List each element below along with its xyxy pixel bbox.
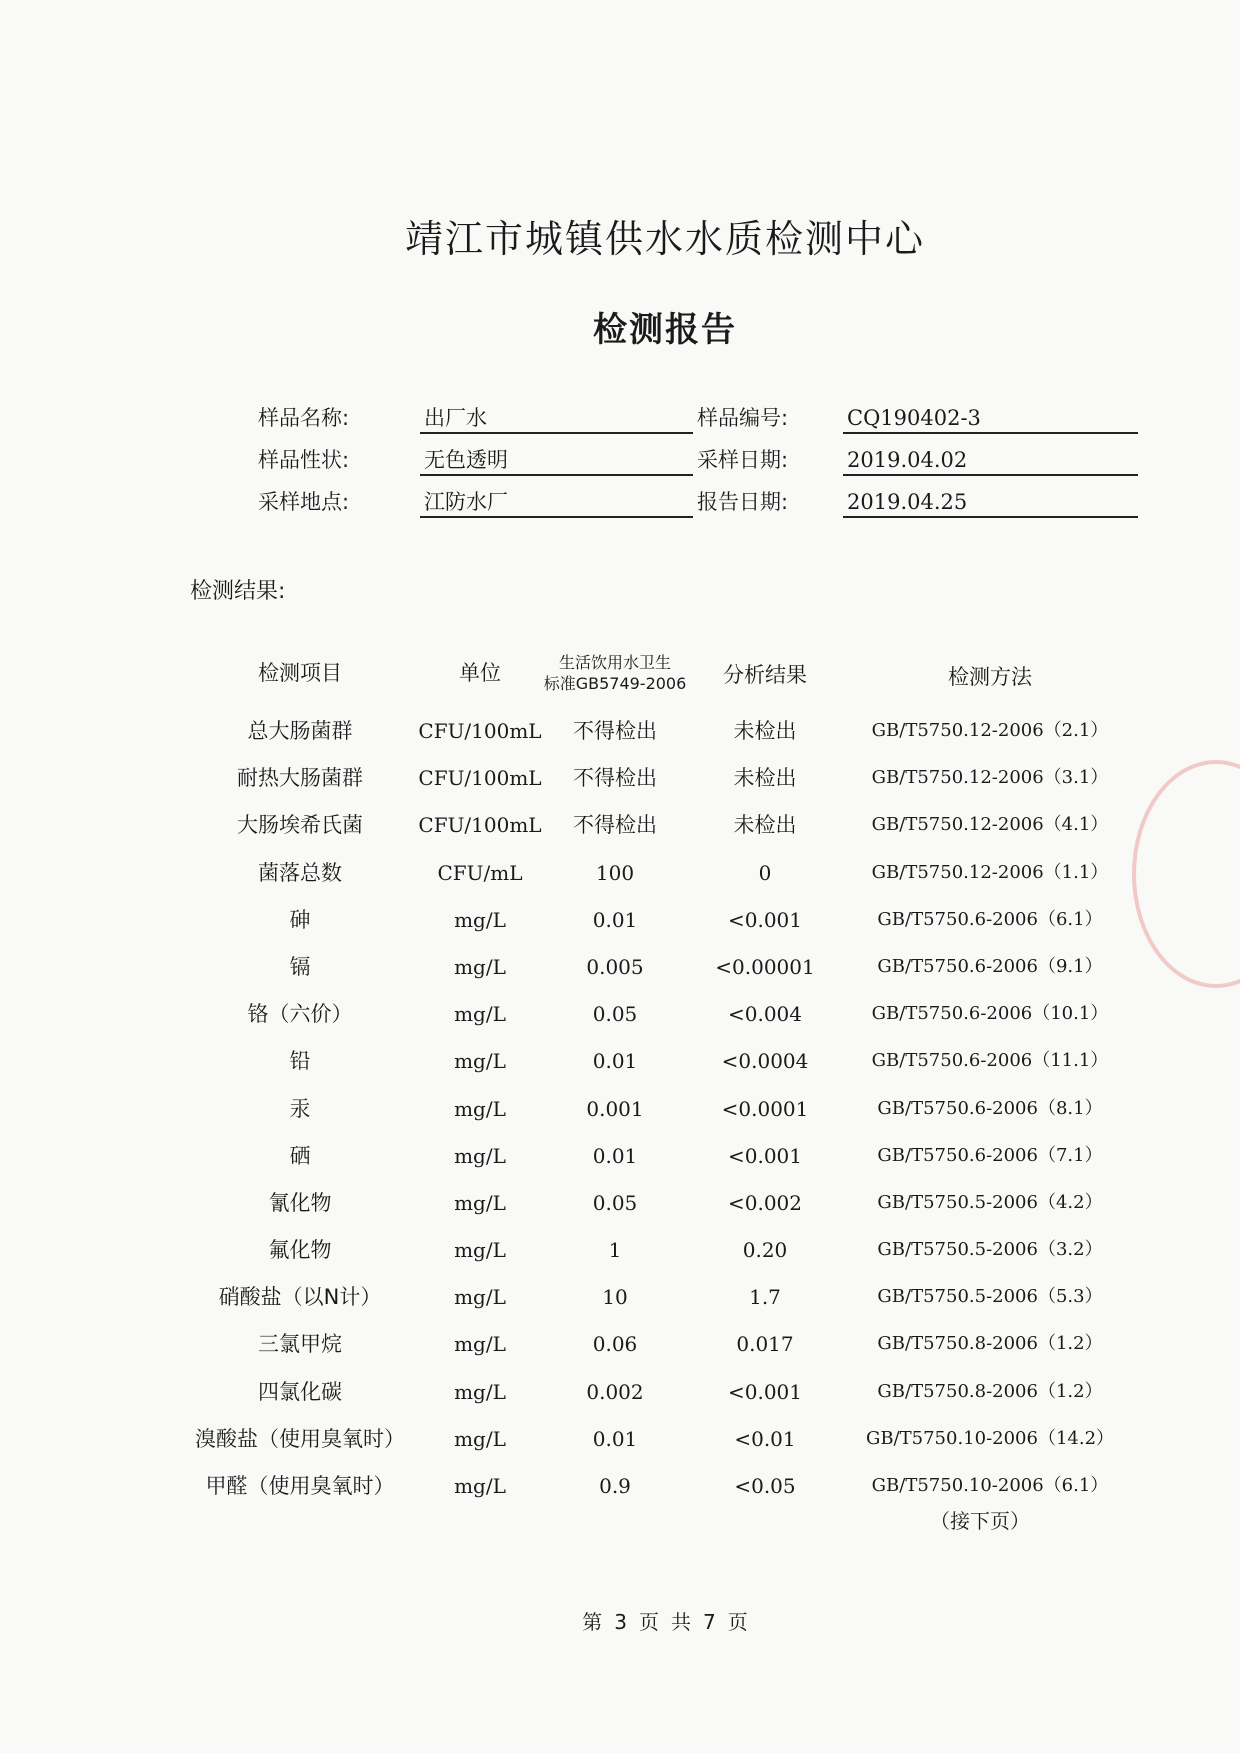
cell-standard: 0.01	[592, 907, 638, 932]
cell-method: GB/T5750.6-2006（10.1）	[871, 1003, 1109, 1025]
cell-unit: mg/L	[454, 907, 506, 932]
cell-unit: mg/L	[454, 1049, 506, 1074]
sample-id-label: 样品编号:	[697, 406, 789, 430]
cell-method: GB/T5750.6-2006（7.1）	[877, 1144, 1103, 1166]
table-row	[0, 999, 1240, 1046]
cell-standard: 0.01	[592, 1426, 638, 1451]
cell-method: GB/T5750.6-2006（9.1）	[877, 955, 1103, 977]
cell-result: <0.0004	[721, 1049, 809, 1074]
report-date-label: 报告日期:	[697, 490, 789, 514]
cell-method: GB/T5750.8-2006（1.2）	[877, 1380, 1103, 1402]
table-row	[0, 1377, 1240, 1424]
cell-result: 未检出	[733, 719, 797, 743]
table-row	[0, 1329, 1240, 1376]
cell-unit: mg/L	[454, 954, 506, 979]
col-standard-header-line2: 标准GB5749-2006	[543, 674, 687, 693]
cell-unit: mg/L	[454, 1426, 506, 1451]
cell-unit: mg/L	[454, 1379, 506, 1404]
cell-standard: 0.002	[586, 1379, 644, 1404]
cell-result: 0	[758, 860, 772, 885]
cell-item: 总大肠菌群	[247, 719, 353, 743]
cell-result: <0.00001	[715, 954, 815, 979]
sample-property-label: 样品性状:	[258, 448, 350, 472]
cell-standard: 0.005	[586, 954, 644, 979]
cell-standard: 不得检出	[573, 719, 657, 743]
footer-ye: 页	[639, 1610, 659, 1634]
table-row	[0, 763, 1240, 810]
cell-standard: 不得检出	[573, 766, 657, 791]
cell-item: 溴酸盐（使用臭氧时）	[195, 1426, 405, 1451]
table-row	[0, 810, 1240, 857]
col-standard-header	[535, 652, 695, 694]
cell-method: GB/T5750.8-2006（1.2）	[877, 1333, 1103, 1355]
table-row	[0, 858, 1240, 905]
cell-result: 1.7	[749, 1285, 781, 1310]
sampling-location-label: 采样地点:	[258, 490, 350, 514]
results-table	[0, 650, 1240, 1518]
cell-method: GB/T5750.10-2006（6.1）	[871, 1475, 1109, 1496]
cell-unit: mg/L	[454, 1285, 506, 1310]
info-row-property	[0, 444, 1240, 478]
cell-result: <0.004	[727, 1002, 802, 1027]
cell-unit: mg/L	[454, 1002, 506, 1027]
cell-method: GB/T5750.12-2006（2.1）	[871, 720, 1109, 741]
info-row-name	[0, 402, 1240, 436]
cell-result: 0.20	[742, 1238, 788, 1263]
cell-result: <0.0001	[721, 1096, 809, 1121]
cell-standard: 0.01	[592, 1143, 638, 1168]
col-method-header: 检测方法	[948, 665, 1032, 689]
cell-result: <0.001	[727, 907, 802, 932]
sampling-date-label: 采样日期:	[697, 448, 789, 472]
cell-standard: 不得检出	[573, 813, 657, 838]
cell-unit: mg/L	[454, 1474, 506, 1498]
cell-item: 耐热大肠菌群	[237, 766, 363, 791]
cell-method: GB/T5750.10-2006（14.2）	[865, 1427, 1115, 1449]
cell-method: GB/T5750.12-2006（4.1）	[871, 814, 1109, 836]
cell-method: GB/T5750.6-2006（6.1）	[877, 908, 1103, 930]
cell-standard: 10	[602, 1285, 628, 1310]
cell-result: 0.017	[736, 1332, 794, 1357]
cell-item: 汞	[289, 1096, 311, 1121]
cell-item: 硒	[289, 1143, 311, 1168]
cell-result: <0.01	[734, 1426, 796, 1451]
cell-method: GB/T5750.5-2006（5.3）	[877, 1286, 1103, 1308]
cell-unit: mg/L	[454, 1332, 506, 1357]
table-row	[0, 716, 1240, 763]
table-row	[0, 1235, 1240, 1282]
cell-unit: CFU/100mL	[418, 766, 542, 791]
table-row	[0, 1282, 1240, 1329]
results-heading: 检测结果:	[190, 579, 286, 604]
cell-item: 甲醛（使用臭氧时）	[205, 1474, 395, 1498]
cell-item: 四氯化碳	[258, 1379, 342, 1404]
cell-method: GB/T5750.5-2006（4.2）	[877, 1191, 1103, 1213]
footer-total-pages: 7	[703, 1610, 716, 1634]
cell-unit: mg/L	[454, 1190, 506, 1215]
cell-standard: 100	[595, 860, 635, 885]
table-row	[0, 1424, 1240, 1471]
cell-standard: 0.05	[592, 1002, 638, 1027]
footer-di: 第	[582, 1610, 603, 1634]
cell-item: 菌落总数	[258, 860, 342, 885]
cell-unit: mg/L	[454, 1143, 506, 1168]
cell-item: 大肠埃希氏菌	[237, 813, 363, 838]
cell-standard: 0.9	[599, 1474, 631, 1498]
cell-unit: CFU/mL	[437, 860, 523, 885]
footer-page-number: 3	[614, 1610, 627, 1634]
cell-method: GB/T5750.5-2006（3.2）	[877, 1239, 1103, 1261]
table-row	[0, 1094, 1240, 1141]
table-row	[0, 1471, 1240, 1518]
continued-note: （接下页）	[930, 1509, 1030, 1533]
cell-method: GB/T5750.12-2006（3.1）	[871, 767, 1109, 789]
cell-result: 未检出	[733, 766, 797, 791]
report-title: 检测报告	[593, 310, 737, 350]
table-row	[0, 952, 1240, 999]
cell-method: GB/T5750.6-2006（8.1）	[877, 1097, 1103, 1119]
cell-standard: 0.06	[592, 1332, 638, 1357]
footer-ye2: 页	[727, 1610, 748, 1634]
page-footer	[0, 1606, 1240, 1635]
sample-id-value: CQ190402-3	[843, 402, 1138, 434]
table-row	[0, 905, 1240, 952]
info-row-location	[0, 486, 1240, 520]
cell-standard: 0.001	[586, 1096, 644, 1121]
cell-result: 未检出	[733, 813, 797, 838]
cell-standard: 1	[608, 1238, 622, 1263]
col-item-header: 检测项目	[258, 661, 342, 685]
col-result-header: 分析结果	[723, 663, 807, 687]
cell-item: 砷	[289, 907, 311, 932]
sample-name-label: 样品名称:	[258, 406, 350, 430]
cell-item: 铅	[289, 1049, 311, 1074]
cell-method: GB/T5750.6-2006（11.1）	[871, 1050, 1109, 1072]
sample-name-value: 出厂水	[420, 402, 693, 434]
cell-method: GB/T5750.12-2006（1.1）	[871, 861, 1109, 883]
report-date-value: 2019.04.25	[843, 486, 1138, 518]
cell-item: 铬（六价）	[247, 1002, 353, 1027]
col-unit-header: 单位	[459, 661, 501, 685]
organization-title: 靖江市城镇供水水质检测中心	[404, 217, 925, 261]
table-row	[0, 1188, 1240, 1235]
cell-item: 氟化物	[268, 1238, 332, 1263]
cell-item: 三氯甲烷	[258, 1332, 342, 1357]
cell-item: 氰化物	[268, 1190, 332, 1215]
cell-standard: 0.01	[592, 1049, 638, 1074]
cell-unit: CFU/100mL	[418, 813, 542, 838]
cell-unit: mg/L	[454, 1096, 506, 1121]
footer-gong: 共	[671, 1610, 691, 1634]
sampling-date-value: 2019.04.02	[843, 444, 1138, 476]
col-standard-header-line1: 生活饮用水卫生	[558, 653, 671, 672]
cell-result: <0.001	[727, 1143, 802, 1168]
table-header	[0, 650, 1240, 716]
cell-item: 镉	[289, 954, 311, 979]
sampling-location-value: 江防水厂	[420, 486, 693, 518]
cell-result: <0.001	[727, 1379, 802, 1404]
table-row	[0, 1141, 1240, 1188]
sample-property-value: 无色透明	[420, 444, 693, 476]
table-body	[0, 716, 1240, 1518]
table-row	[0, 1046, 1240, 1093]
cell-unit: mg/L	[454, 1238, 506, 1263]
cell-item: 硝酸盐（以N计）	[218, 1285, 382, 1310]
cell-standard: 0.05	[592, 1190, 638, 1215]
cell-unit: CFU/100mL	[418, 719, 542, 743]
cell-result: <0.002	[727, 1190, 802, 1215]
cell-result: <0.05	[734, 1474, 796, 1498]
